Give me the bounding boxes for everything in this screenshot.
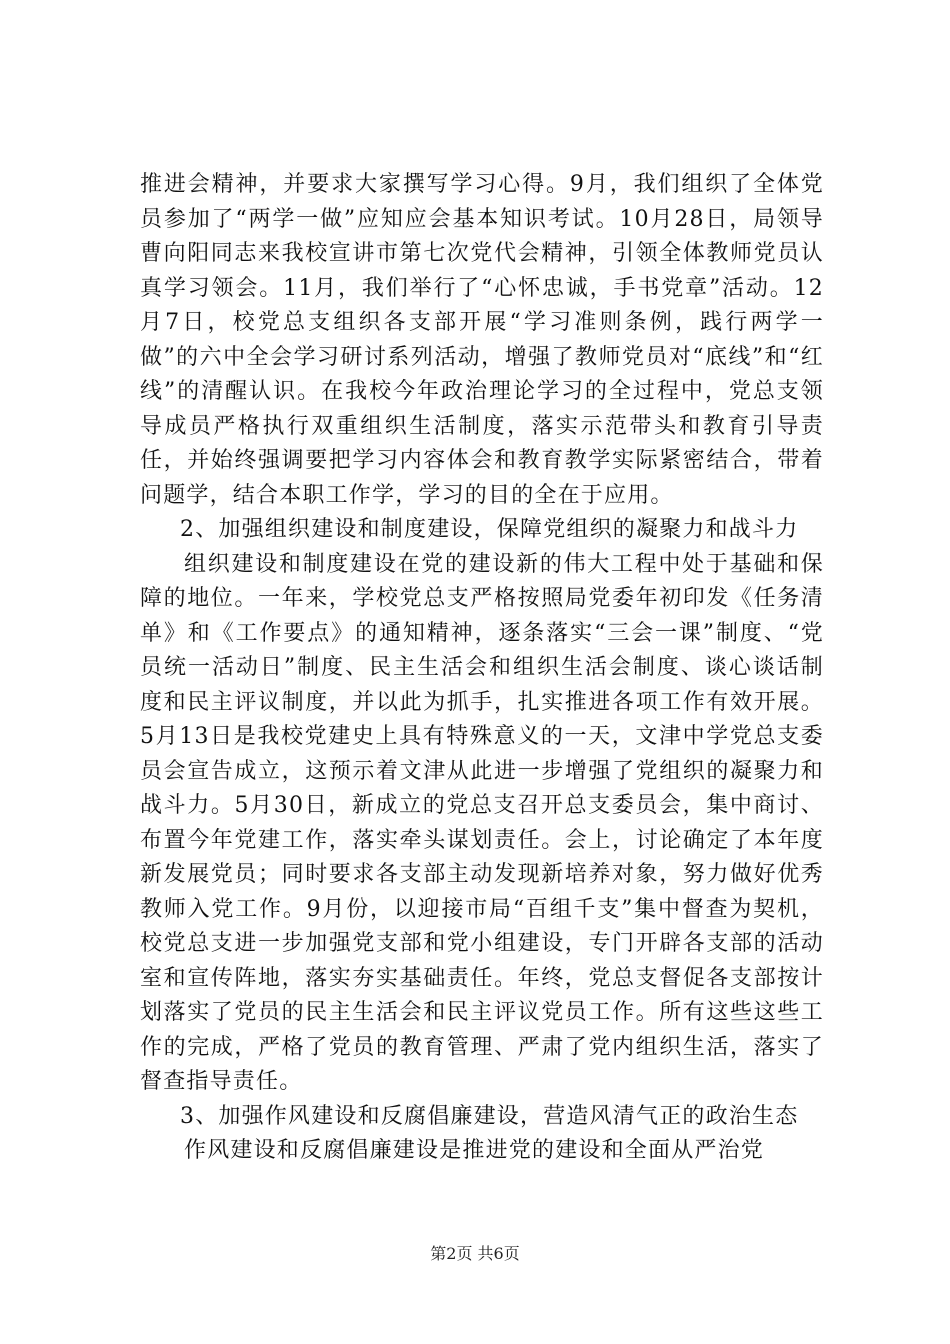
paragraph-style-building: 作风建设和反腐倡廉建设是推进党的建设和全面从严治党 — [184, 1138, 765, 1163]
document-body — [140, 168, 824, 1169]
paragraph-organization: 组织建设和制度建设在党的建设新的伟大工程中处于基础和保障的地位。一年来，学校党总支严格按照局党委年初印发《任务清单》和《工作要点》的通知精神，逐条落实“三会一课”制度、“党员统一活动日”制度、民主生活会和组织生活会制度、谈心谈话制度和民主评议制度，并以此为抓手，扎实推进各项工作有效开展。5月13日是我校党建史上具有特殊意义的一天，文津中学党总支委员会宣告成立，这预示着文津从此进一步增强了党组织的凝聚力和战斗力。5月30日，新成立的党总支召开总支委员会，集中商讨、布置今年党建工作，落实牵头谋划责任。会上，讨论确定了本年度新发展党员；同时要求各支部主动发现新培养对象，努力做好优秀教师入党工作。9月份，以迎接市局“百组千支”集中督查为契机，校党总支进一步加强党支部和党小组建设，专门开辟各支部的活动室和宣传阵地，落实夯实基础责任。年终，党总支督促各支部按计划落实了党员的民主生活会和民主评议党员工作。所有这些这些工作的完成，严格了党员的教育管理、严肃了党内组织生活，落实了督查指导责任。 — [140, 551, 824, 1094]
paragraph-continuation: 推进会精神，并要求大家撰写学习心得。9月，我们组织了全体党员参加了“两学一做”应知应会基本知识考试。10月28日，局领导曹向阳同志来我校宣讲市第七次党代会精神，引领全体教师党员认真学习领会。11月，我们举行了“心怀忠诚，手书党章”活动。12月7日，校党总支组织各支部开展“学习准则条例，践行两学一做”的六中全会学习研讨系列活动，增强了教师党员对“底线”和“红线”的清醒认识。在我校今年政治理论学习的全过程中，党总支领导成员严格执行双重组织生活制度，落实示范带头和教育引导责任，并始终强调要把学习内容体会和教育教学实际紧密结合，带着问题学，结合本职工作学，学习的目的全在于应用。 — [140, 172, 824, 508]
section-heading-3: 3、加强作风建设和反腐倡廉建设，营造风清气正的政治生态 — [180, 1103, 799, 1129]
page-number-footer: 第2页 共6页 — [430, 1244, 520, 1263]
section-heading-2: 2、加强组织建设和制度建设，保障党组织的凝聚力和战斗力 — [180, 517, 799, 542]
